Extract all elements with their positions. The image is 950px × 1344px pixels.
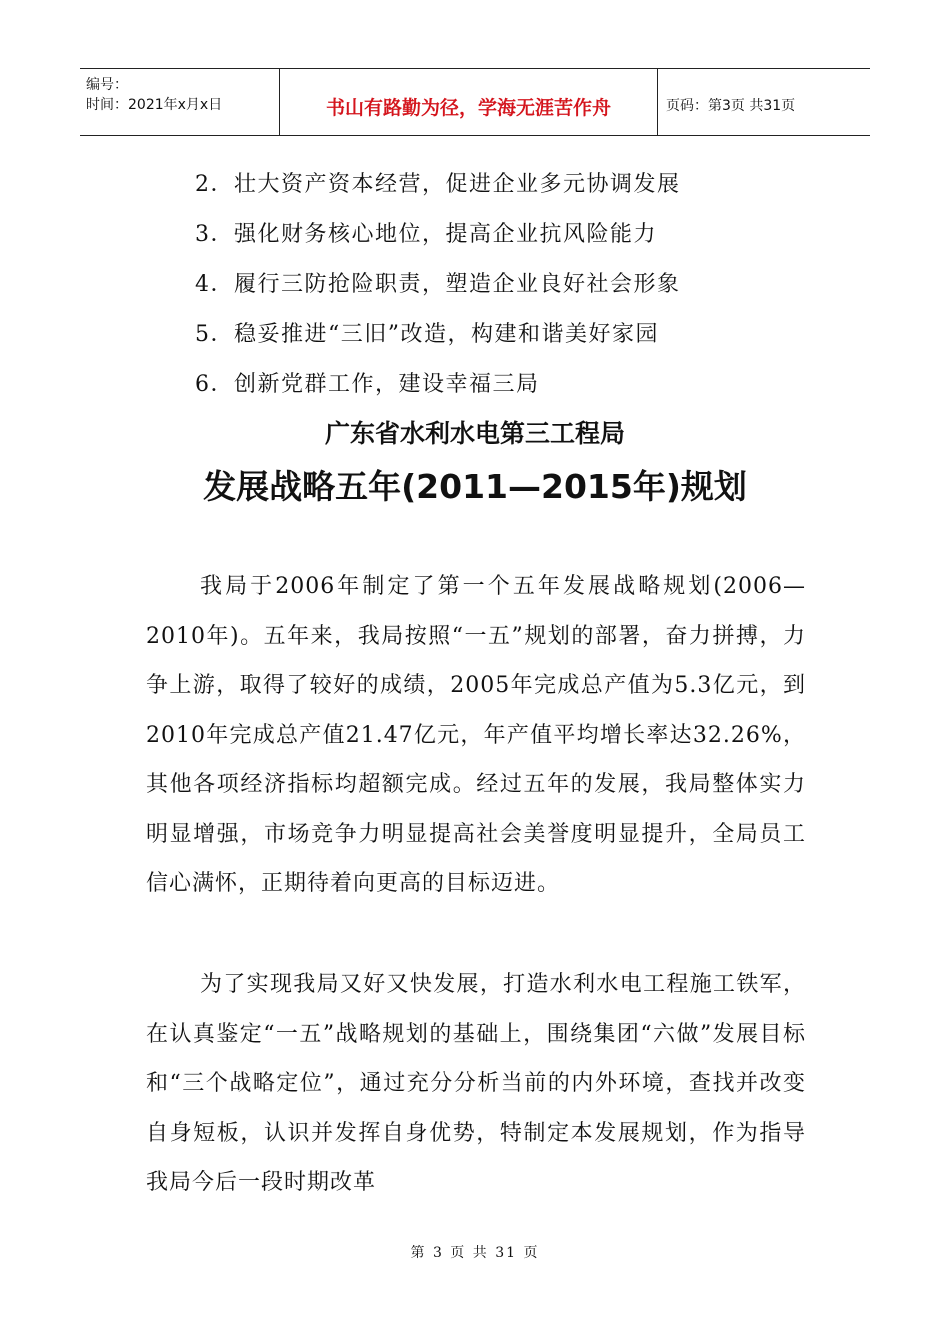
body-paragraph: 我局于2006年制定了第一个五年发展战略规划(2006—2010年)。五年来，我局按照“一五”规划的部署，奋力拼搏，力争上游，取得了较好的成绩，2005年完成总产值为5.3亿元，到2010年完成总产值21.47亿元，年产值平均增长率达32.26%，其他各项经济指标均超额完成。经过五年的发展，我局整体实力明显增强，市场竞争力明显提高社会美誉度明显提升，全局员工信心满怀，正期待着向更高的目标迈进。: [146, 574, 806, 896]
list-item: 3．强化财务核心地位，提高企业抗风险能力: [195, 222, 657, 247]
list-item: 2．壮大资产资本经营，促进企业多元协调发展: [195, 172, 681, 197]
document-number-label: 编号：: [86, 77, 128, 93]
list-item: 6．创新党群工作，建设幸福三局: [195, 372, 540, 397]
header-meta: [80, 69, 280, 135]
list-item: 5．稳妥推进“三旧”改造，构建和谐美好家园: [195, 322, 659, 347]
document-title-organization: 广东省水利水电第三工程局: [324, 419, 625, 448]
document-time-label: 时间：2021年x月x日: [86, 97, 223, 113]
document-title-plan: 发展战略五年(2011—2015年)规划: [203, 467, 747, 506]
list-item: 4．履行三防抢险职责，塑造企业良好社会形象: [195, 272, 681, 297]
body-paragraph: 为了实现我局又好又快发展，打造水利水电工程施工铁军，在认真鉴定“一五”战略规划的基础上，围绕集团“六做”发展目标和“三个战略定位”，通过充分分析当前的内外环境，查找并改变自身短板，认识并发挥自身优势，特制定本发展规划，作为指导我局今后一段时期改革: [146, 972, 806, 1195]
header-page-info: 页码：第3页 共31页: [666, 98, 796, 114]
header-motto: 书山有路勤为径，学海无涯苦作舟: [280, 69, 658, 135]
page-footer: 第 3 页 共 31 页: [410, 1245, 540, 1261]
strategy-list: [195, 165, 835, 415]
page-header: [80, 68, 870, 136]
